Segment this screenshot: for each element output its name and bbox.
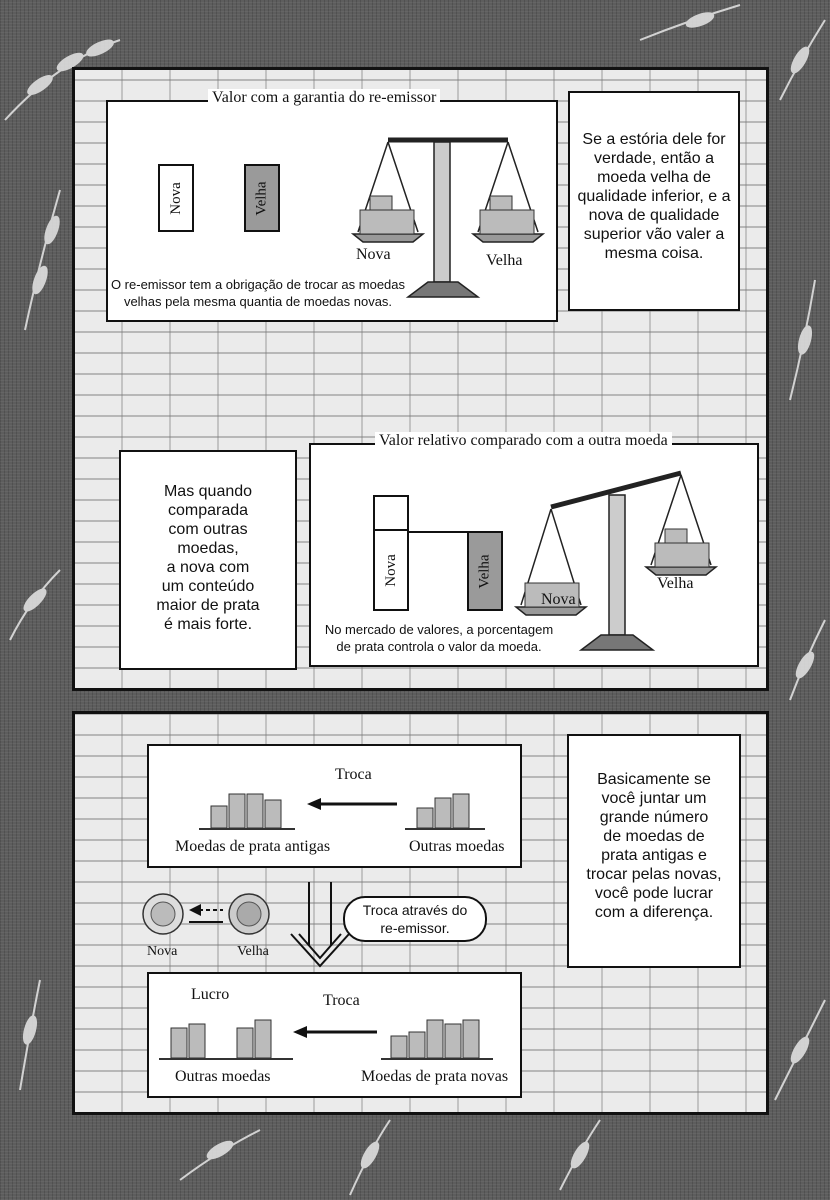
- text-line: moedas,: [177, 540, 239, 557]
- new-coins-label: Moedas de prata novas: [361, 1068, 509, 1085]
- note-line: O re-emissor tem a obrigação de trocar as moedas: [110, 277, 406, 292]
- balance-scale-icon: [338, 102, 538, 302]
- comparison-textbox: [119, 450, 297, 670]
- old-coins-label: Moedas de prata antigas: [175, 838, 331, 855]
- coin-old-label: Velha: [237, 944, 269, 959]
- coin-new-label: Nova: [147, 944, 178, 959]
- text-line: Se a estória dele for: [582, 131, 726, 148]
- text-line: comparada: [167, 502, 249, 519]
- text-line: é mais forte.: [163, 616, 253, 633]
- text-line: a nova com: [166, 559, 250, 576]
- guarantee-title: Valor com a garantia do re-emissor: [208, 89, 440, 107]
- scale-right-label: Velha: [486, 252, 523, 269]
- old-label: Velha: [253, 180, 270, 216]
- guarantee-note: [108, 276, 408, 310]
- text-line: com outras: [168, 521, 248, 538]
- new-coin-label-box: [158, 164, 194, 232]
- top-panel: [72, 67, 769, 691]
- exchange-label: Troca: [335, 766, 372, 783]
- scale-right-label: Velha: [657, 575, 694, 592]
- scale-left-label: Nova: [541, 591, 576, 608]
- coins-icon: [141, 886, 281, 946]
- new-label: Nova: [382, 553, 399, 587]
- reissuer-bubble: [343, 896, 487, 942]
- reference-line: [409, 531, 467, 533]
- text-line: moeda velha de: [597, 169, 711, 186]
- bottom-panel: [72, 711, 769, 1115]
- note-line: velhas pela mesma quantia de moedas novas.: [123, 294, 393, 309]
- text-line: você pode lucrar: [594, 885, 714, 902]
- text-line: com a diferença.: [594, 904, 714, 921]
- text-line: grande número: [599, 809, 709, 826]
- story-text: [570, 130, 738, 263]
- text-line: trocar pelas novas,: [586, 866, 722, 883]
- exchange-new-box: [147, 972, 522, 1098]
- text-line: Mas quando: [163, 483, 253, 500]
- left-arrow-icon: [293, 1024, 383, 1040]
- old-coin-label-box: [244, 164, 280, 232]
- note-line: de prata controla o valor da moeda.: [336, 639, 542, 654]
- text-line: mesma coisa.: [604, 245, 704, 262]
- new-label: Nova: [167, 181, 184, 215]
- comparison-text: [121, 482, 295, 634]
- text-line: um conteúdo: [161, 578, 255, 595]
- profit-label: Lucro: [191, 986, 230, 1003]
- text-line: de moedas de: [603, 828, 705, 845]
- text-line: maior de prata: [156, 597, 260, 614]
- text-line: Basicamente se: [597, 771, 711, 788]
- text-line: você juntar um: [601, 790, 707, 807]
- relative-value-box: [309, 432, 759, 667]
- old-coin-bar: [467, 531, 503, 611]
- other-coins-label: Outras moedas: [175, 1068, 271, 1085]
- text-line: prata antigas e: [601, 847, 707, 864]
- profit-text: [569, 770, 739, 922]
- text-line: qualidade inferior, e a: [577, 188, 731, 205]
- text-line: nova de qualidade: [588, 207, 720, 224]
- exchange-old-box: [147, 744, 522, 868]
- text-line: superior vão valer a: [583, 226, 725, 243]
- story-textbox: [568, 91, 740, 311]
- bubble-line: Troca através do: [362, 902, 468, 918]
- text-line: verdade, então a: [593, 150, 715, 167]
- guarantee-box: [106, 89, 558, 322]
- bubble-line: re-emissor.: [380, 920, 450, 936]
- market-note: [311, 621, 567, 655]
- other-coins-label: Outras moedas: [409, 838, 505, 855]
- bar-extra: [373, 495, 409, 531]
- note-line: No mercado de valores, a porcentagem: [324, 622, 554, 637]
- exchange-label: Troca: [323, 992, 360, 1009]
- new-coin-bar: [373, 529, 409, 611]
- profit-textbox: [567, 734, 741, 968]
- left-arrow-icon: [307, 796, 407, 812]
- relative-title: Valor relativo comparado com a outra moeda: [375, 432, 672, 450]
- scale-left-label: Nova: [356, 246, 391, 263]
- tilted-scale-icon: [541, 465, 741, 665]
- old-label: Velha: [476, 553, 493, 589]
